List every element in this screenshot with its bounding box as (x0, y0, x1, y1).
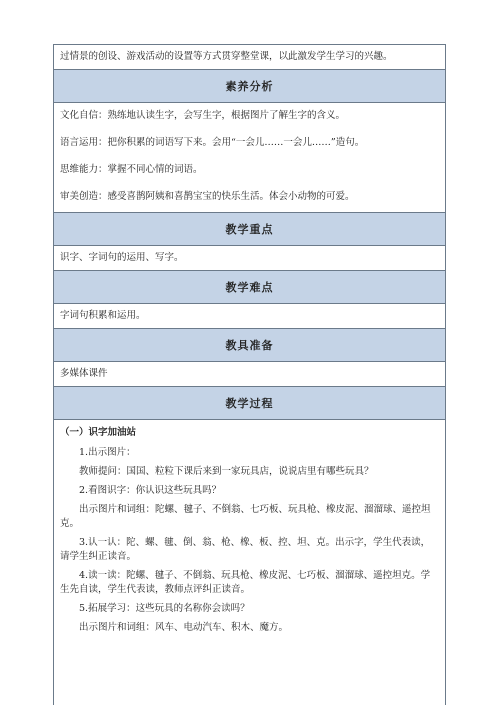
process-paragraph: 出示图片和词组：风车、电动汽车、积木、魔方。 (79, 622, 289, 633)
analysis-item-thinking: 思维能力：掌握不同心情的词语。 (60, 164, 203, 175)
process-paragraph: 教师提问：国国、粒粒下课后来到一家玩具店，说说店里有哪些玩具？ (79, 466, 374, 477)
key-points-header: 教学重点 (54, 213, 445, 246)
lesson-plan-table (53, 44, 446, 705)
literacy-analysis-content (54, 103, 445, 213)
analysis-item-language: 语言运用：把你积累的词语写下来。会用“一会儿……一会儿……”造句。 (60, 137, 365, 148)
difficulties-header: 教学难点 (54, 271, 445, 304)
analysis-item-cultural: 文化自信：熟练地认读生字，会写生字，根据图片了解生字的含义。 (60, 110, 346, 121)
process-section-title: （一）识字加油站 (60, 427, 137, 438)
key-points-content: 识字、字词句的运用、写字。 (54, 246, 445, 271)
intro-row: 过情景的创设、游戏活动的设置等方式贯穿整堂课，以此激发学生学习的兴趣。 (54, 45, 445, 70)
materials-header: 教具准备 (54, 329, 445, 362)
process-paragraph: 5.拓展学习：这些玩具的名称你会读吗？ (79, 603, 250, 614)
process-paragraph: 1.出示图片： (79, 447, 136, 458)
literacy-analysis-header: 素养分析 (54, 70, 445, 103)
materials-content: 多媒体课件 (54, 362, 445, 387)
process-header: 教学过程 (54, 387, 445, 420)
difficulties-content: 字词句积累和运用。 (54, 304, 445, 329)
analysis-item-aesthetic: 审美创造：感受喜鹊阿姨和喜鹊宝宝的快乐生活。体会小动物的可爱。 (60, 191, 355, 202)
process-paragraph: 4.读一读：陀螺、毽子、不倒翁、玩具枪、橡皮泥、七巧板、溜溜球、遥控坦克。学生先自读，学生代表读，教师点评纠正读音。 (60, 570, 431, 595)
lesson-plan-page (53, 44, 446, 705)
process-paragraph: 3.认一认：陀、螺、毽、倒、翁、枪、橡、板、控、坦、克。出示字，学生代表读，请学生纠正读音。 (60, 537, 431, 562)
process-content (54, 420, 445, 705)
process-paragraph: 2.看图识字：你认识这些玩具吗？ (79, 485, 222, 496)
process-paragraph: 出示图片和词组：陀螺、毽子、不倒翁、七巧板、玩具枪、橡皮泥、溜溜球、遥控坦克。 (60, 504, 431, 529)
